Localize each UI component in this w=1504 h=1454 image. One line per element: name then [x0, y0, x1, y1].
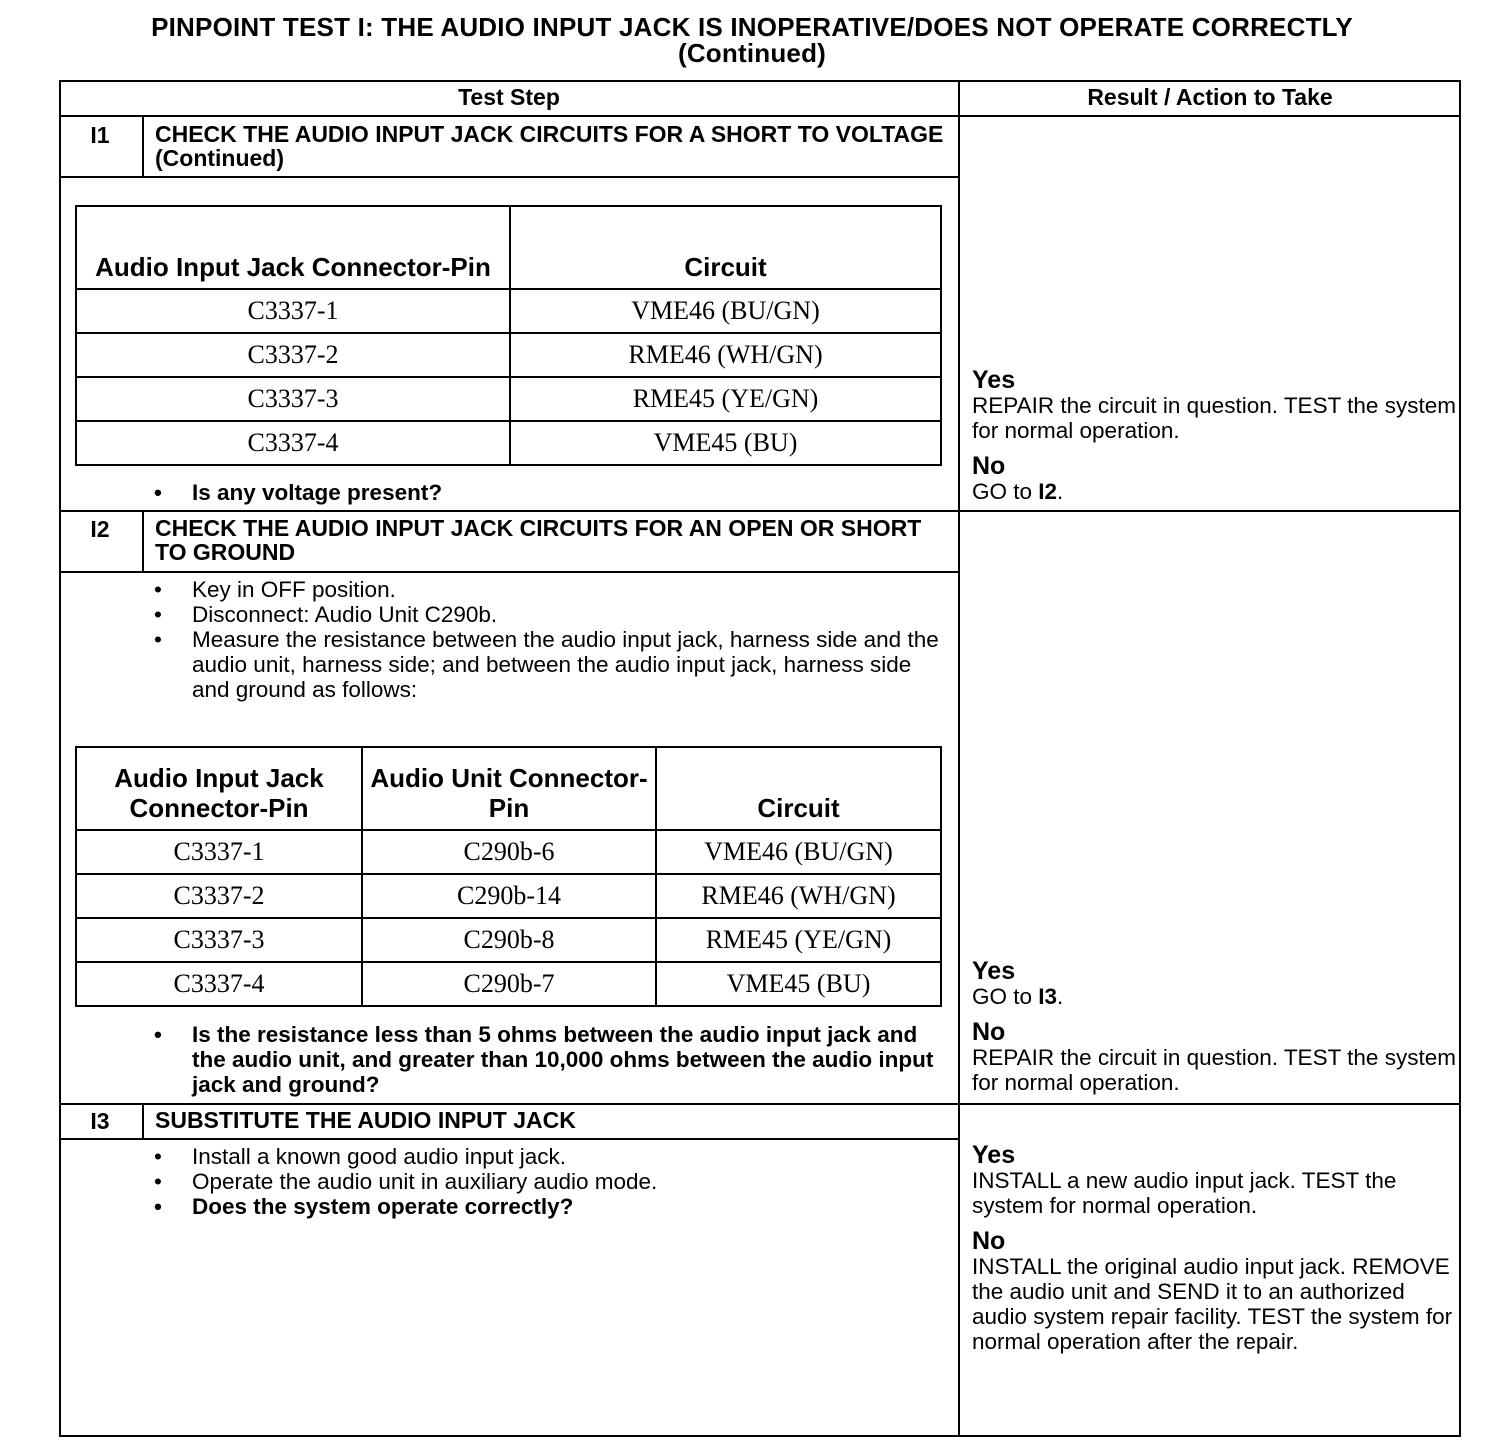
i1-question-list: [150, 480, 950, 505]
table-cell: VME45 (BU): [656, 962, 941, 1006]
yes-label: Yes: [972, 957, 1016, 985]
step-title-rule: [59, 176, 959, 178]
table-cell: C290b-7: [362, 962, 656, 1006]
step-divider: [59, 510, 1461, 512]
no-text: REPAIR the circuit in question. TEST the system for normal operation.: [972, 1045, 1456, 1095]
table-cell: RME46 (WH/GN): [510, 333, 941, 377]
i2-instructions: [150, 577, 950, 702]
table-cell: C3337-2: [76, 333, 510, 377]
table-cell: C3337-2: [76, 874, 362, 918]
table-cell: VME46 (BU/GN): [510, 289, 941, 333]
page-title-sub: (Continued): [677, 38, 827, 68]
step-id-divider: [142, 510, 144, 573]
question-i3: • Does the system operate correctly?: [150, 1194, 950, 1219]
table-cell: C290b-14: [362, 874, 656, 918]
yes-text: INSTALL a new audio input jack. TEST the system for normal operation.: [972, 1168, 1397, 1218]
header-test-step: Test Step: [458, 84, 560, 110]
step-id-i2: I2: [90, 516, 110, 542]
yes-text: GO to I3.: [972, 984, 1064, 1009]
result-i3: [972, 1142, 1457, 1354]
table-row: [76, 421, 941, 465]
i3-instructions: [150, 1144, 950, 1219]
step-divider: [59, 1103, 1461, 1105]
step-title-i3: SUBSTITUTE THE AUDIO INPUT JACK: [155, 1107, 576, 1133]
table-cell: RME46 (WH/GN): [656, 874, 941, 918]
list-item: • Operate the audio unit in auxiliary audio mode.: [150, 1169, 950, 1194]
list-item: • Install a known good audio input jack.: [150, 1144, 950, 1169]
step-id-i1: I1: [90, 122, 110, 148]
table-cell: RME45 (YE/GN): [510, 377, 941, 421]
i2-circuit-table: [75, 746, 942, 1007]
table-header-row: [76, 206, 941, 289]
column-divider: [958, 80, 960, 1437]
no-label: No: [972, 1227, 1006, 1255]
list-item: • Key in OFF position.: [150, 577, 950, 602]
step-title-rule: [59, 1138, 959, 1140]
table-row: [76, 289, 941, 333]
table-header-cell: Circuit: [656, 747, 941, 830]
table-header-cell: Audio Input Jack Connector-Pin: [76, 747, 362, 830]
list-item: • Measure the resistance between the audio input jack, harness side and the audio unit, harness side; and between the audio input jack, harness side and ground as follows:: [150, 627, 950, 702]
i1-circuit-table: [75, 205, 942, 466]
yes-label: Yes: [972, 1141, 1016, 1169]
step-id-i3: I3: [90, 1108, 110, 1134]
page-title-main: PINPOINT TEST I: THE AUDIO INPUT JACK IS INOPERATIVE/DOES NOT OPERATE CORRECTLY: [151, 12, 1353, 42]
table-header-cell: Audio Input Jack Connector-Pin: [76, 206, 510, 289]
question-i2: • Is the resistance less than 5 ohms between the audio input jack and the audio unit, and greater than 10,000 ohms between the audio input jack and ground?: [150, 1022, 950, 1097]
table-cell: C3337-4: [76, 421, 510, 465]
step-title-i1: CHECK THE AUDIO INPUT JACK CIRCUITS FOR A SHORT TO VOLTAGE (Continued): [155, 121, 944, 171]
result-i2: [972, 958, 1457, 1095]
table-cell: C3337-3: [76, 918, 362, 962]
table-cell: RME45 (YE/GN): [656, 918, 941, 962]
table-cell: VME46 (BU/GN): [656, 830, 941, 874]
step-title-i2: CHECK THE AUDIO INPUT JACK CIRCUITS FOR AN OPEN OR SHORT TO GROUND: [155, 515, 922, 565]
no-text: INSTALL the original audio input jack. REMOVE the audio unit and SEND it to an authorized audio system repair facility. TEST the system for normal operation after the repair.: [972, 1254, 1453, 1354]
table-row: [76, 918, 941, 962]
table-row: [76, 962, 941, 1006]
table-cell: C290b-8: [362, 918, 656, 962]
table-cell: C290b-6: [362, 830, 656, 874]
table-cell: C3337-1: [76, 830, 362, 874]
step-id-divider: [142, 1103, 144, 1140]
question-i1: • Is any voltage present?: [150, 480, 950, 505]
step-title-rule: [59, 571, 959, 573]
step-id-divider: [142, 115, 144, 178]
table-header-cell: Audio Unit Connector-Pin: [362, 747, 656, 830]
list-item: • Disconnect: Audio Unit C290b.: [150, 602, 950, 627]
table-header-cell: Circuit: [510, 206, 941, 289]
header-rule: [59, 115, 1461, 117]
yes-label: Yes: [972, 366, 1016, 394]
no-label: No: [972, 452, 1006, 480]
header-result: Result / Action to Take: [1087, 84, 1333, 110]
table-cell: C3337-3: [76, 377, 510, 421]
result-i1: [972, 367, 1457, 504]
no-label: No: [972, 1018, 1006, 1046]
table-row: [76, 333, 941, 377]
table-cell: C3337-4: [76, 962, 362, 1006]
no-text: GO to I2.: [972, 479, 1064, 504]
table-cell: C3337-1: [76, 289, 510, 333]
table-cell: VME45 (BU): [510, 421, 941, 465]
table-row: [76, 830, 941, 874]
table-row: [76, 874, 941, 918]
i2-question-list: [150, 1022, 950, 1097]
page-title: [0, 14, 1504, 66]
table-header-row: [76, 747, 941, 830]
table-row: [76, 377, 941, 421]
yes-text: REPAIR the circuit in question. TEST the system for normal operation.: [972, 393, 1456, 443]
